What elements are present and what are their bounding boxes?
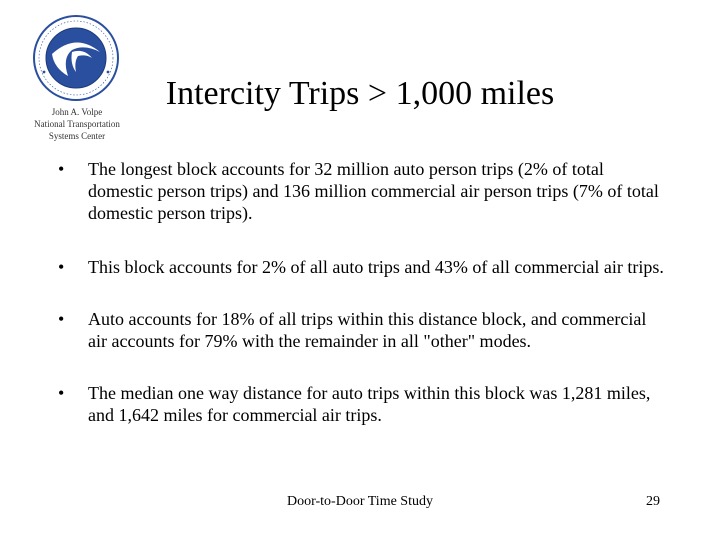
bullet-text: The median one way distance for auto trips within this block was 1,281 miles, and 1,642 miles for commercial air trips. — [88, 383, 651, 425]
bullet-item — [56, 256, 666, 278]
bullet-item — [56, 308, 666, 352]
slide-title: Intercity Trips > 1,000 miles — [165, 75, 555, 112]
footer-study-name: Door-to-Door Time Study — [287, 494, 433, 509]
bullet-item — [56, 382, 666, 426]
org-line: National Transportation — [34, 119, 120, 129]
bullet-text: The longest block accounts for 32 million auto person trips (2% of total domestic person trips) and 136 million commercial air person trips (7% of total domestic person trips). — [88, 159, 659, 223]
org-line: John A. Volpe — [51, 107, 103, 117]
bullet-dot: • — [58, 159, 65, 179]
bullet-list — [56, 158, 666, 426]
bullet-item — [56, 158, 666, 224]
bullet-dot: • — [58, 383, 65, 403]
dot-seal-logo — [32, 14, 120, 102]
organization-name — [18, 106, 136, 142]
bullet-dot: • — [58, 257, 65, 277]
bullet-text: Auto accounts for 18% of all trips within this distance block, and commercial air accounts for 79% with the remainder in all "other" modes. — [88, 309, 647, 351]
bullet-text: This block accounts for 2% of all auto trips and 43% of all commercial air trips. — [88, 257, 664, 277]
seal-icon — [32, 14, 120, 102]
org-line: Systems Center — [48, 131, 106, 141]
bullet-dot: • — [58, 309, 65, 329]
page-number: 29 — [646, 494, 660, 509]
